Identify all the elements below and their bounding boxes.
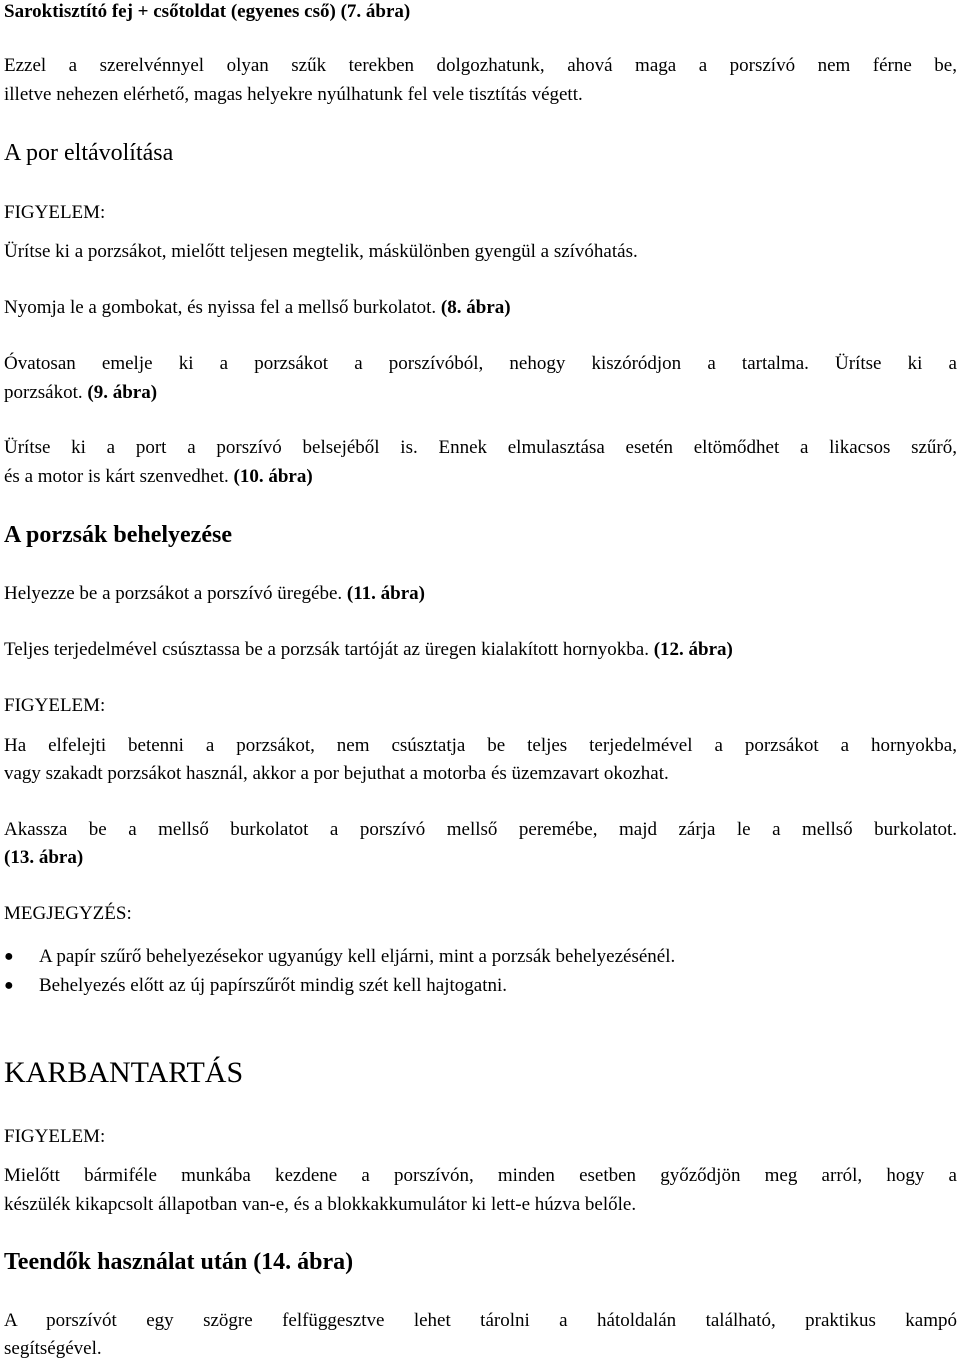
paragraph-line: illetve nehezen elérhető, magas helyekre nyúlhatunk fel vele tisztítás végett. xyxy=(4,84,583,105)
paragraph-line: Ürítse ki a port a porszívó belsejéből is. Ennek elmulasztása esetén eltömődhet a likacsos szűrő, xyxy=(4,437,957,458)
paragraph-line: készülék kikapcsolt állapotban van-e, és a blokkakkumulátor ki lett-e húzva belőle. xyxy=(4,1194,637,1215)
paragraph-line: segítségével. xyxy=(4,1338,102,1359)
section-heading-maintenance: KARBANTARTÁS xyxy=(4,1056,244,1089)
warning-label: FIGYELEM: xyxy=(4,695,106,716)
section-heading-corner-tool: Saroktisztító fej + csőtoldat (egyenes cső) (7. ábra) xyxy=(4,1,411,22)
figure-reference: (12. ábra) xyxy=(653,639,733,660)
paragraph-line: vagy szakadt porzsákot használ, akkor a por bejuthat a motorba és üzemzavart okozhat. xyxy=(4,763,669,784)
paragraph-line: Akassza be a mellső burkolatot a porszívó mellső peremébe, majd zárja le a mellső burkolatot. xyxy=(4,819,957,840)
paragraph-line: Ezzel a szerelvénnyel olyan szűk terekben dolgozhatunk, ahová maga a porszívó nem férne be, xyxy=(4,55,957,76)
paragraph-text: Teljes terjedelmével csúsztassa be a porzsák tartóját az üregen kialakított hornyokba. xyxy=(4,639,649,660)
note-label: MEGJEGYZÉS: xyxy=(4,903,132,924)
paragraph-line: A porszívót egy szögre felfüggesztve lehet tárolni a hátoldalán található, praktikus kampó xyxy=(4,1310,957,1331)
warning-label: FIGYELEM: xyxy=(4,202,106,223)
figure-reference: (10. ábra) xyxy=(233,466,313,487)
list-item-text: Behelyezés előtt az új papírszűrőt mindig szét kell hajtogatni. xyxy=(39,975,507,996)
paragraph-line: Ürítse ki a porzsákot, mielőtt teljesen megtelik, máskülönben gyengül a szívóhatás. xyxy=(4,241,638,262)
figure-reference: (8. ábra) xyxy=(440,297,511,318)
paragraph-line: Ha elfelejti betenni a porzsákot, nem csúsztatja be teljes terjedelmével a porzsákot a hornyokba, xyxy=(4,735,957,756)
paragraph-line xyxy=(4,381,157,405)
figure-reference: (11. ábra) xyxy=(346,583,425,604)
list-item-text: A papír szűrő behelyezésekor ugyanúgy kell eljárni, mint a porzsák behelyezésénél. xyxy=(39,946,676,967)
figure-reference: (13. ábra) xyxy=(4,847,84,868)
paragraph-line: Óvatosan emelje ki a porzsákot a porszívóból, nehogy kiszóródjon a tartalma. Ürítse ki a xyxy=(4,353,957,374)
paragraph-line: Mielőtt bármiféle munkába kezdene a porszívón, minden esetben győződjön meg arról, hogy a xyxy=(4,1165,957,1186)
bullet-icon: ● xyxy=(4,948,14,965)
figure-reference: (9. ábra) xyxy=(87,382,158,403)
paragraph-line xyxy=(4,582,425,606)
section-heading-dust-removal: A por eltávolítása xyxy=(4,140,174,166)
section-heading-bag-insertion: A porzsák behelyezése xyxy=(4,522,232,548)
paragraph-text: Nyomja le a gombokat, és nyissa fel a mellső burkolatot. xyxy=(4,297,437,318)
section-heading-after-use: Teendők használat után (14. ábra) xyxy=(4,1249,354,1275)
paragraph-line xyxy=(4,465,313,489)
bullet-icon: ● xyxy=(4,977,14,994)
paragraph-text: Helyezze be a porzsákot a porszívó üregébe. xyxy=(4,583,343,604)
paragraph-text: és a motor is kárt szenvedhet. xyxy=(4,466,229,487)
paragraph-line xyxy=(4,296,511,320)
paragraph-line xyxy=(4,638,733,662)
warning-label: FIGYELEM: xyxy=(4,1126,106,1147)
paragraph-text: porzsákot. xyxy=(4,382,83,403)
